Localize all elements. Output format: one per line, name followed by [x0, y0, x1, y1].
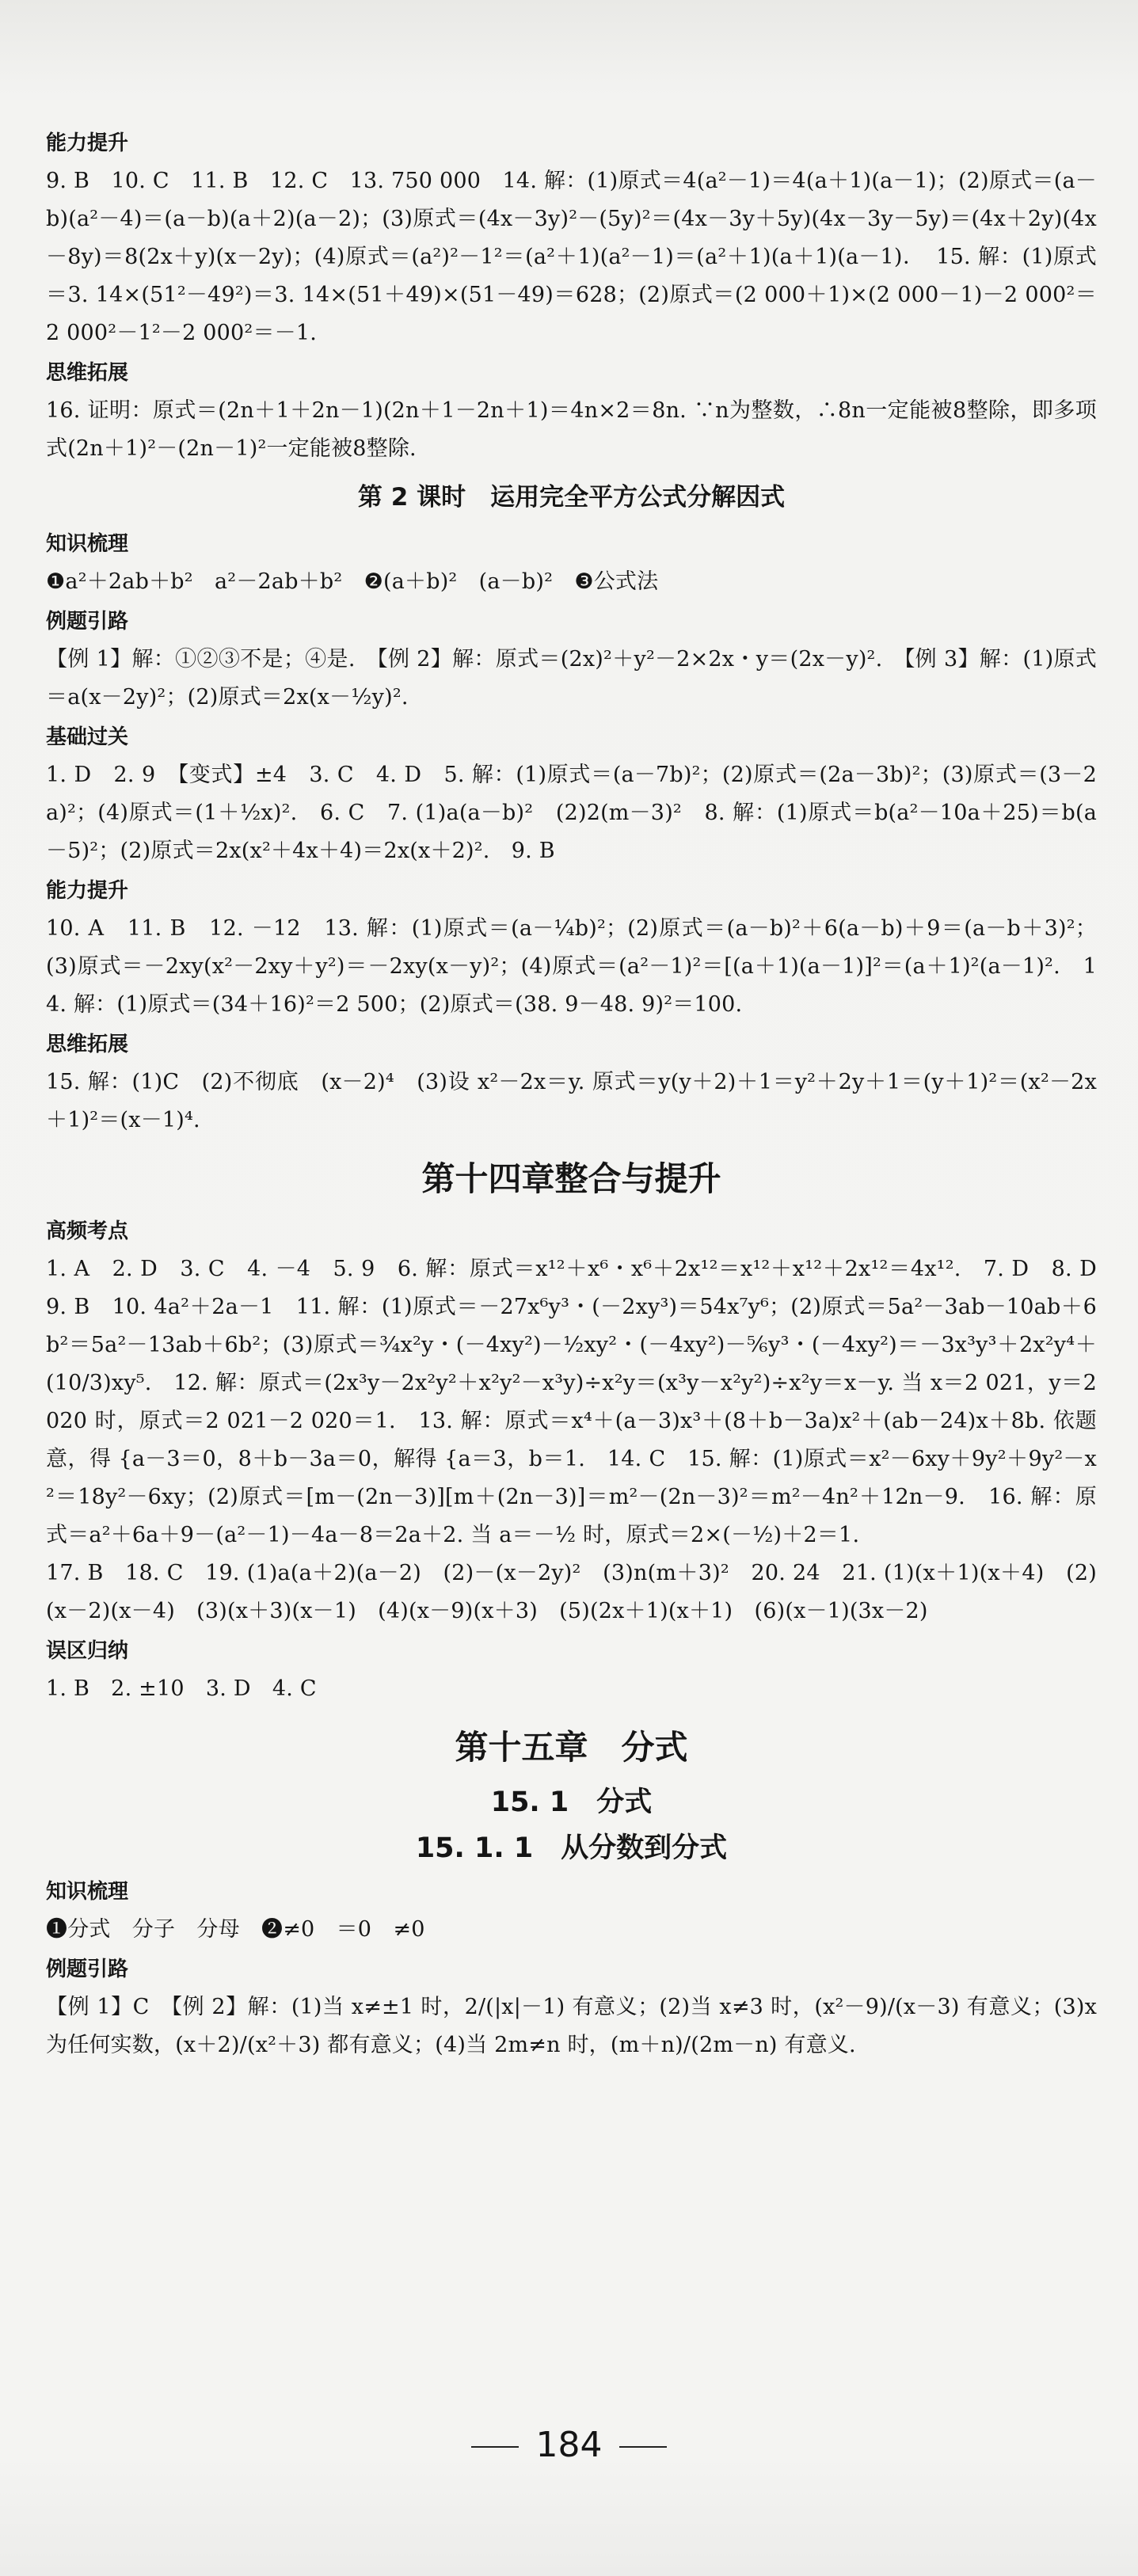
section-heading: 基础过关: [46, 725, 129, 749]
section-heading: 思维拓展: [46, 361, 129, 385]
section-heading: 知识梳理: [46, 532, 129, 556]
answer-content: [46, 124, 1119, 2064]
left-dash: [471, 2446, 519, 2448]
answer-paragraph: 1. A 2. D 3. C 4. －4 5. 9 6. 解：原式＝x¹²＋x⁶・x⁶＋2x¹²＝x¹²＋x¹²＋2x¹²＝4x¹². 7. D 8. D 9. B 10. 4a²＋2a－1 11. 解：(1)原式＝－27x⁶y³・(－2xy³)＝54x⁷y⁶；(2)原式＝5a²－3ab－10ab＋6b²＝5a²－13ab＋6b²；(3)原式＝¾x²y・(－4xy²)－½xy²・(－4xy²)－⅚y³・(－4xy²)＝－3x³y³＋2x²y⁴＋(10/3)xy⁵. 12. 解：原式＝(2x³y－2x²y²＋x²y²－x³y)÷x²y＝(x³y－x²y²)÷x²y＝x－y. 当 x＝2 021，y＝2 020 时，原式＝2 021－2 020＝1. 13. 解：原式＝x⁴＋(a－3)x³＋(8＋b－3a)x²＋(ab－24)x＋8b. 依题意，得 {a－3＝0，8＋b－3a＝0，解得 {a＝3，b＝1. 14. C 15. 解：(1)原式＝x²－6xy＋9y²＋9y²－x²＝18y²－6xy；(2)原式＝[m－(2n－3)][m＋(2n－3)]＝m²－(2n－3)²＝m²－4n²＋12n－9. 16. 解：原式＝a²＋6a＋9－(a²－1)－4a－8＝2a＋2. 当 a＝－½ 时，原式＝2×(－½)＋2＝1.: [46, 1257, 1119, 1547]
section-heading: 能力提升: [46, 131, 129, 155]
answer-paragraph: 【例 1】解：①②③不是；④是. 【例 2】解：原式＝(2x)²＋y²－2×2x・y＝(2x－y)². 【例 3】解：(1)原式＝a(x－2y)²；(2)原式＝2x(x－½y)².: [46, 647, 1097, 710]
answer-paragraph: 【例 1】C 【例 2】解：(1)当 x≠±1 时，2/(|x|－1) 有意义；(2)当 x≠3 时，(x²－9)/(x－3) 有意义；(3)x为任何实数，(x＋2)/(x²＋3) 都有意义；(4)当 2m≠n 时，(m＋n)/(2m－n) 有意义.: [46, 1995, 1097, 2057]
section-title: 15. 1 分式: [490, 1786, 653, 1818]
page-number-text: 184: [535, 2425, 603, 2465]
answer-paragraph: ❶a²＋2ab＋b² a²－2ab＋b² ❷(a＋b)² (a－b)² ❸公式法: [46, 569, 659, 594]
section-heading: 知识梳理: [46, 1880, 129, 1904]
page-number: [0, 2425, 1138, 2465]
answer-paragraph: 15. 解：(1)C (2)不彻底 (x－2)⁴ (3)设 x²－2x＝y. 原式＝y(y＋2)＋1＝y²＋2y＋1＝(y＋1)²＝(x²－2x＋1)²＝(x－1)⁴.: [46, 1070, 1097, 1132]
section-title: 15. 1. 1 从分数到分式: [415, 1832, 728, 1864]
answer-paragraph: 10. A 11. B 12. －12 13. 解：(1)原式＝(a－¼b)²；(2)原式＝(a－b)²＋6(a－b)＋9＝(a－b＋3)²；(3)原式＝－2xy(x²－2xy＋y²)＝－2xy(x－y)²；(4)原式＝(a²－1)²＝[(a＋1)(a－1)]²＝(a＋1)²(a－1)². 14. 解：(1)原式＝(34＋16)²＝2 500；(2)原式＝(38. 9－48. 9)²＝100.: [46, 916, 1097, 1017]
chapter-title: 第十四章整合与提升: [421, 1159, 721, 1198]
chapter-title: 第十五章 分式: [455, 1728, 688, 1767]
section-heading: 思维拓展: [46, 1033, 129, 1056]
section-heading: 例题引路: [46, 610, 129, 634]
section-heading: 能力提升: [46, 879, 129, 903]
section-heading: 高频考点: [46, 1220, 129, 1243]
section-heading: 误区归纳: [46, 1639, 129, 1663]
section-heading: 例题引路: [46, 1958, 129, 1981]
answer-paragraph: 16. 证明：原式＝(2n＋1＋2n－1)(2n＋1－2n＋1)＝4n×2＝8n. ∵n为整数，∴8n一定能被8整除，即多项式(2n＋1)²－(2n－1)²一定能被8整除.: [46, 398, 1097, 461]
answer-paragraph: ❶分式 分子 分母 ❷≠0 ＝0 ≠0: [46, 1917, 425, 1942]
right-dash: [619, 2446, 667, 2448]
answer-paragraph: 1. B 2. ±10 3. D 4. C: [46, 1676, 317, 1701]
answer-paragraph: 17. B 18. C 19. (1)a(a＋2)(a－2) (2)－(x－2y)² (3)n(m＋3)² 20. 24 21. (1)(x＋1)(x＋4) (2)(x－2)(x－4) (3)(x＋3)(x－1) (4)(x－9)(x＋3) (5)(2x＋1)(x＋1) (6)(x－1)(3x－2): [46, 1561, 1097, 1623]
answer-paragraph: 9. B 10. C 11. B 12. C 13. 750 000 14. 解：(1)原式＝4(a²－1)＝4(a＋1)(a－1)；(2)原式＝(a－b)(a²－4)＝(a－b)(a＋2)(a－2)；(3)原式＝(4x－3y)²－(5y)²＝(4x－3y＋5y)(4x－3y－5y)＝(4x＋2y)(4x－8y)＝8(2x＋y)(x－2y)；(4)原式＝(a²)²－1²＝(a²＋1)(a²－1)＝(a²＋1)(a＋1)(a－1)． 15. 解：(1)原式＝3. 14×(51²－49²)＝3. 14×(51＋49)×(51－49)＝628；(2)原式＝(2 000＋1)×(2 000－1)－2 000²＝2 000²－1²－2 000²＝－1.: [46, 169, 1097, 345]
lesson-title: 第 2 课时 运用完全平方公式分解因式: [357, 483, 786, 512]
answer-paragraph: 1. D 2. 9 【变式】±4 3. C 4. D 5. 解：(1)原式＝(a－7b)²；(2)原式＝(2a－3b)²；(3)原式＝(3－2a)²；(4)原式＝(1＋½x)². 6. C 7. (1)a(a－b)² (2)2(m－3)² 8. 解：(1)原式＝b(a²－10a＋25)＝b(a－5)²；(2)原式＝2x(x²＋4x＋4)＝2x(x＋2)². 9. B: [46, 763, 1097, 863]
